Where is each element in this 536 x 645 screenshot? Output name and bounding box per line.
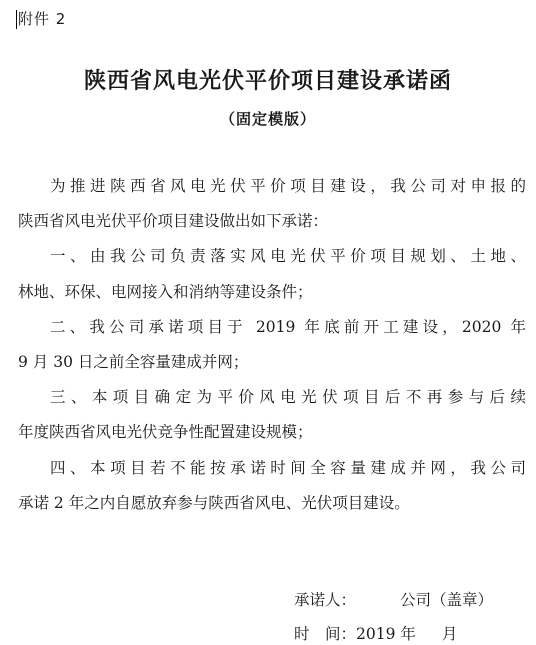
company-seal-label: 公司（盖章）: [400, 591, 494, 609]
text-cursor: [16, 10, 17, 29]
time-label: 时 间：: [294, 625, 357, 643]
promisor-label: 承诺人：: [294, 591, 357, 609]
body-line: 为推进陕西省风电光伏平价项目建设，我公司对申报的: [50, 177, 526, 195]
attachment-label: 附件 2: [18, 10, 67, 28]
signature-date-row: [294, 622, 457, 644]
letter-body: [18, 174, 526, 526]
body-line: 9 月 30 日之前全容量建成并网；: [18, 352, 249, 371]
body-line: 承诺 2 年之内自愿放弃参与陕西省风电、光伏项目建设。: [18, 493, 410, 512]
body-line: 四、本项目若不能按承诺时间全容量建成并网，我公司: [50, 458, 526, 477]
document-title: 陕西省风电光伏平价项目建设承诺函: [83, 68, 452, 94]
body-line: 林地、环保、电网接入和消纳等建设条件；: [18, 282, 313, 301]
body-line: 二、我公司承诺项目于 2019 年底前开工建设，2020 年: [50, 317, 526, 336]
body-line: 年度陕西省风电光伏竞争性配置建设规模；: [18, 423, 313, 442]
date-month-label: 月: [441, 625, 458, 643]
body-line: 三、本项目确定为平价风电光伏项目后不再参与后续: [50, 388, 526, 407]
signature-promisor-row: [294, 588, 493, 610]
document-subtitle: （固定模版）: [219, 110, 316, 128]
body-line: 一、由我公司负责落实风电光伏平价项目规划、土地、: [50, 247, 526, 266]
body-line: 陕西省风电光伏平价项目建设做出如下承诺：: [18, 212, 329, 231]
date-year: 2019 年: [356, 625, 416, 643]
